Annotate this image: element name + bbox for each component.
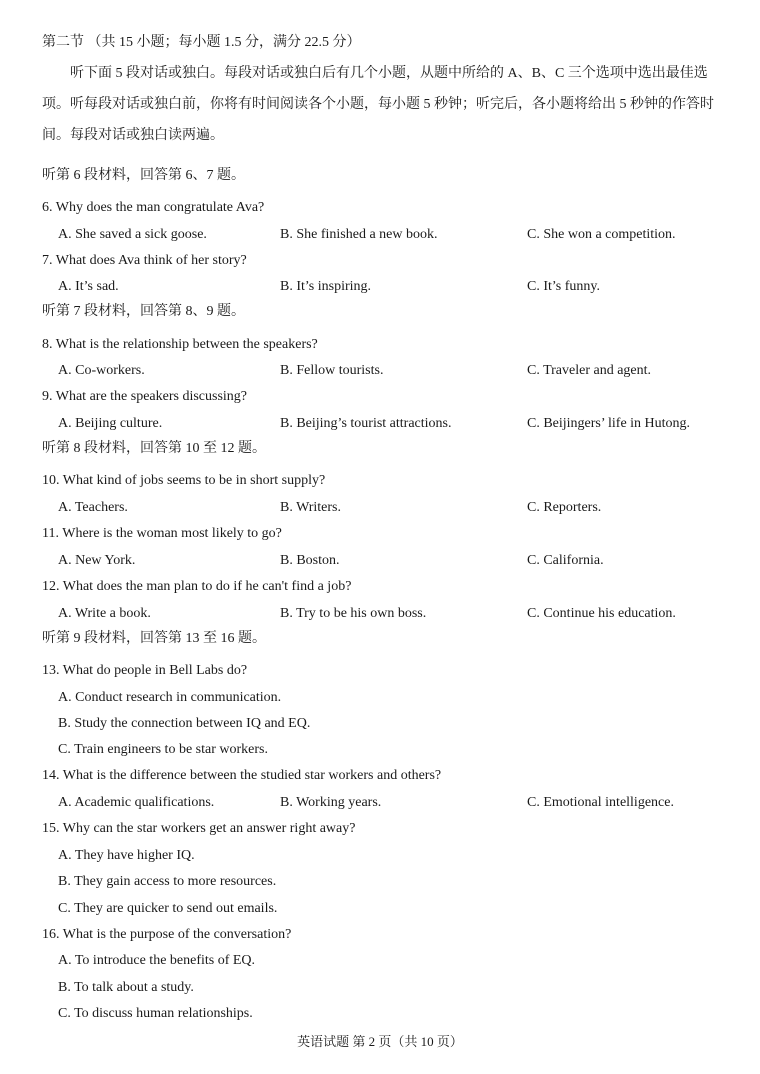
group-heading: 听第 7 段材料，回答第 8、9 题。 — [42, 304, 245, 319]
group-heading: 听第 6 段材料，回答第 6、7 题。 — [42, 168, 245, 183]
option-b: B. To talk about a study. — [58, 980, 194, 995]
option-a: A. It’s sad. — [58, 279, 119, 294]
option-c: C. Train engineers to be star workers. — [58, 742, 268, 757]
option-a: A. Write a book. — [58, 606, 151, 621]
option-a: A. She saved a sick goose. — [58, 227, 207, 242]
option-b: B. Beijing’s tourist attractions. — [280, 416, 452, 431]
option-a: A. Academic qualifications. — [58, 795, 215, 810]
question-stem: 9. What are the speakers discussing? — [42, 389, 248, 404]
option-b: B. Working years. — [280, 795, 382, 810]
group-heading: 听第 9 段材料，回答第 13 至 16 题。 — [42, 631, 266, 646]
option-a: A. New York. — [58, 553, 136, 568]
option-c: C. To discuss human relationships. — [58, 1006, 253, 1021]
question-stem: 11. Where is the woman most likely to go? — [42, 526, 282, 541]
question-stem: 12. What does the man plan to do if he can't find a job? — [42, 579, 352, 594]
question-stem: 14. What is the difference between the studied star workers and others? — [42, 768, 442, 783]
option-c: C. Reporters. — [527, 500, 602, 515]
option-c: C. Beijingers’ life in Hutong. — [527, 416, 691, 431]
option-a: A. Teachers. — [58, 500, 128, 515]
option-b: B. Boston. — [280, 553, 340, 568]
question-stem: 10. What kind of jobs seems to be in short supply? — [42, 473, 326, 488]
option-a: A. To introduce the benefits of EQ. — [58, 953, 256, 968]
question-stem: 16. What is the purpose of the conversation? — [42, 927, 292, 942]
option-a: A. Co-workers. — [58, 363, 145, 378]
section-instructions: 听下面 5 段对话或独白。每段对话或独白后有几个小题，从题中所给的 A、B、C 三个选项中选出最佳选项。听每段对话或独白前，你将有时间阅读各个小题，每小题 5 秒钟；听完后，各小题将给出 5 秒钟的作答时间。每段对话或独白读两遍。 — [42, 66, 714, 143]
option-c: C. Emotional intelligence. — [527, 795, 674, 810]
option-a: A. They have higher IQ. — [58, 848, 195, 863]
option-c: C. She won a competition. — [527, 227, 676, 242]
option-c: C. Traveler and agent. — [527, 363, 652, 378]
option-c: C. They are quicker to send out emails. — [58, 901, 278, 916]
question-stem: 15. Why can the star workers get an answer right away? — [42, 821, 356, 836]
group-heading: 听第 8 段材料，回答第 10 至 12 题。 — [42, 441, 266, 456]
option-b: B. Try to be his own boss. — [280, 606, 427, 621]
question-stem: 7. What does Ava think of her story? — [42, 253, 247, 268]
page-footer: 英语试题 第 2 页（共 10 页） — [297, 1034, 463, 1049]
option-b: B. Study the connection between IQ and EQ. — [58, 716, 311, 731]
question-stem: 6. Why does the man congratulate Ava? — [42, 200, 265, 215]
option-a: A. Beijing culture. — [58, 416, 163, 431]
option-b: B. They gain access to more resources. — [58, 874, 277, 889]
option-c: C. It’s funny. — [527, 279, 600, 294]
option-c: C. California. — [527, 553, 604, 568]
option-b: B. It’s inspiring. — [280, 279, 372, 294]
option-c: C. Continue his education. — [527, 606, 676, 621]
question-stem: 13. What do people in Bell Labs do? — [42, 663, 248, 678]
option-b: B. Writers. — [280, 500, 342, 515]
question-stem: 8. What is the relationship between the speakers? — [42, 337, 318, 352]
option-b: B. She finished a new book. — [280, 227, 438, 242]
section-title: 第二节 （共 15 小题；每小题 1.5 分，满分 22.5 分） — [42, 35, 361, 50]
option-a: A. Conduct research in communication. — [58, 690, 282, 705]
option-b: B. Fellow tourists. — [280, 363, 384, 378]
